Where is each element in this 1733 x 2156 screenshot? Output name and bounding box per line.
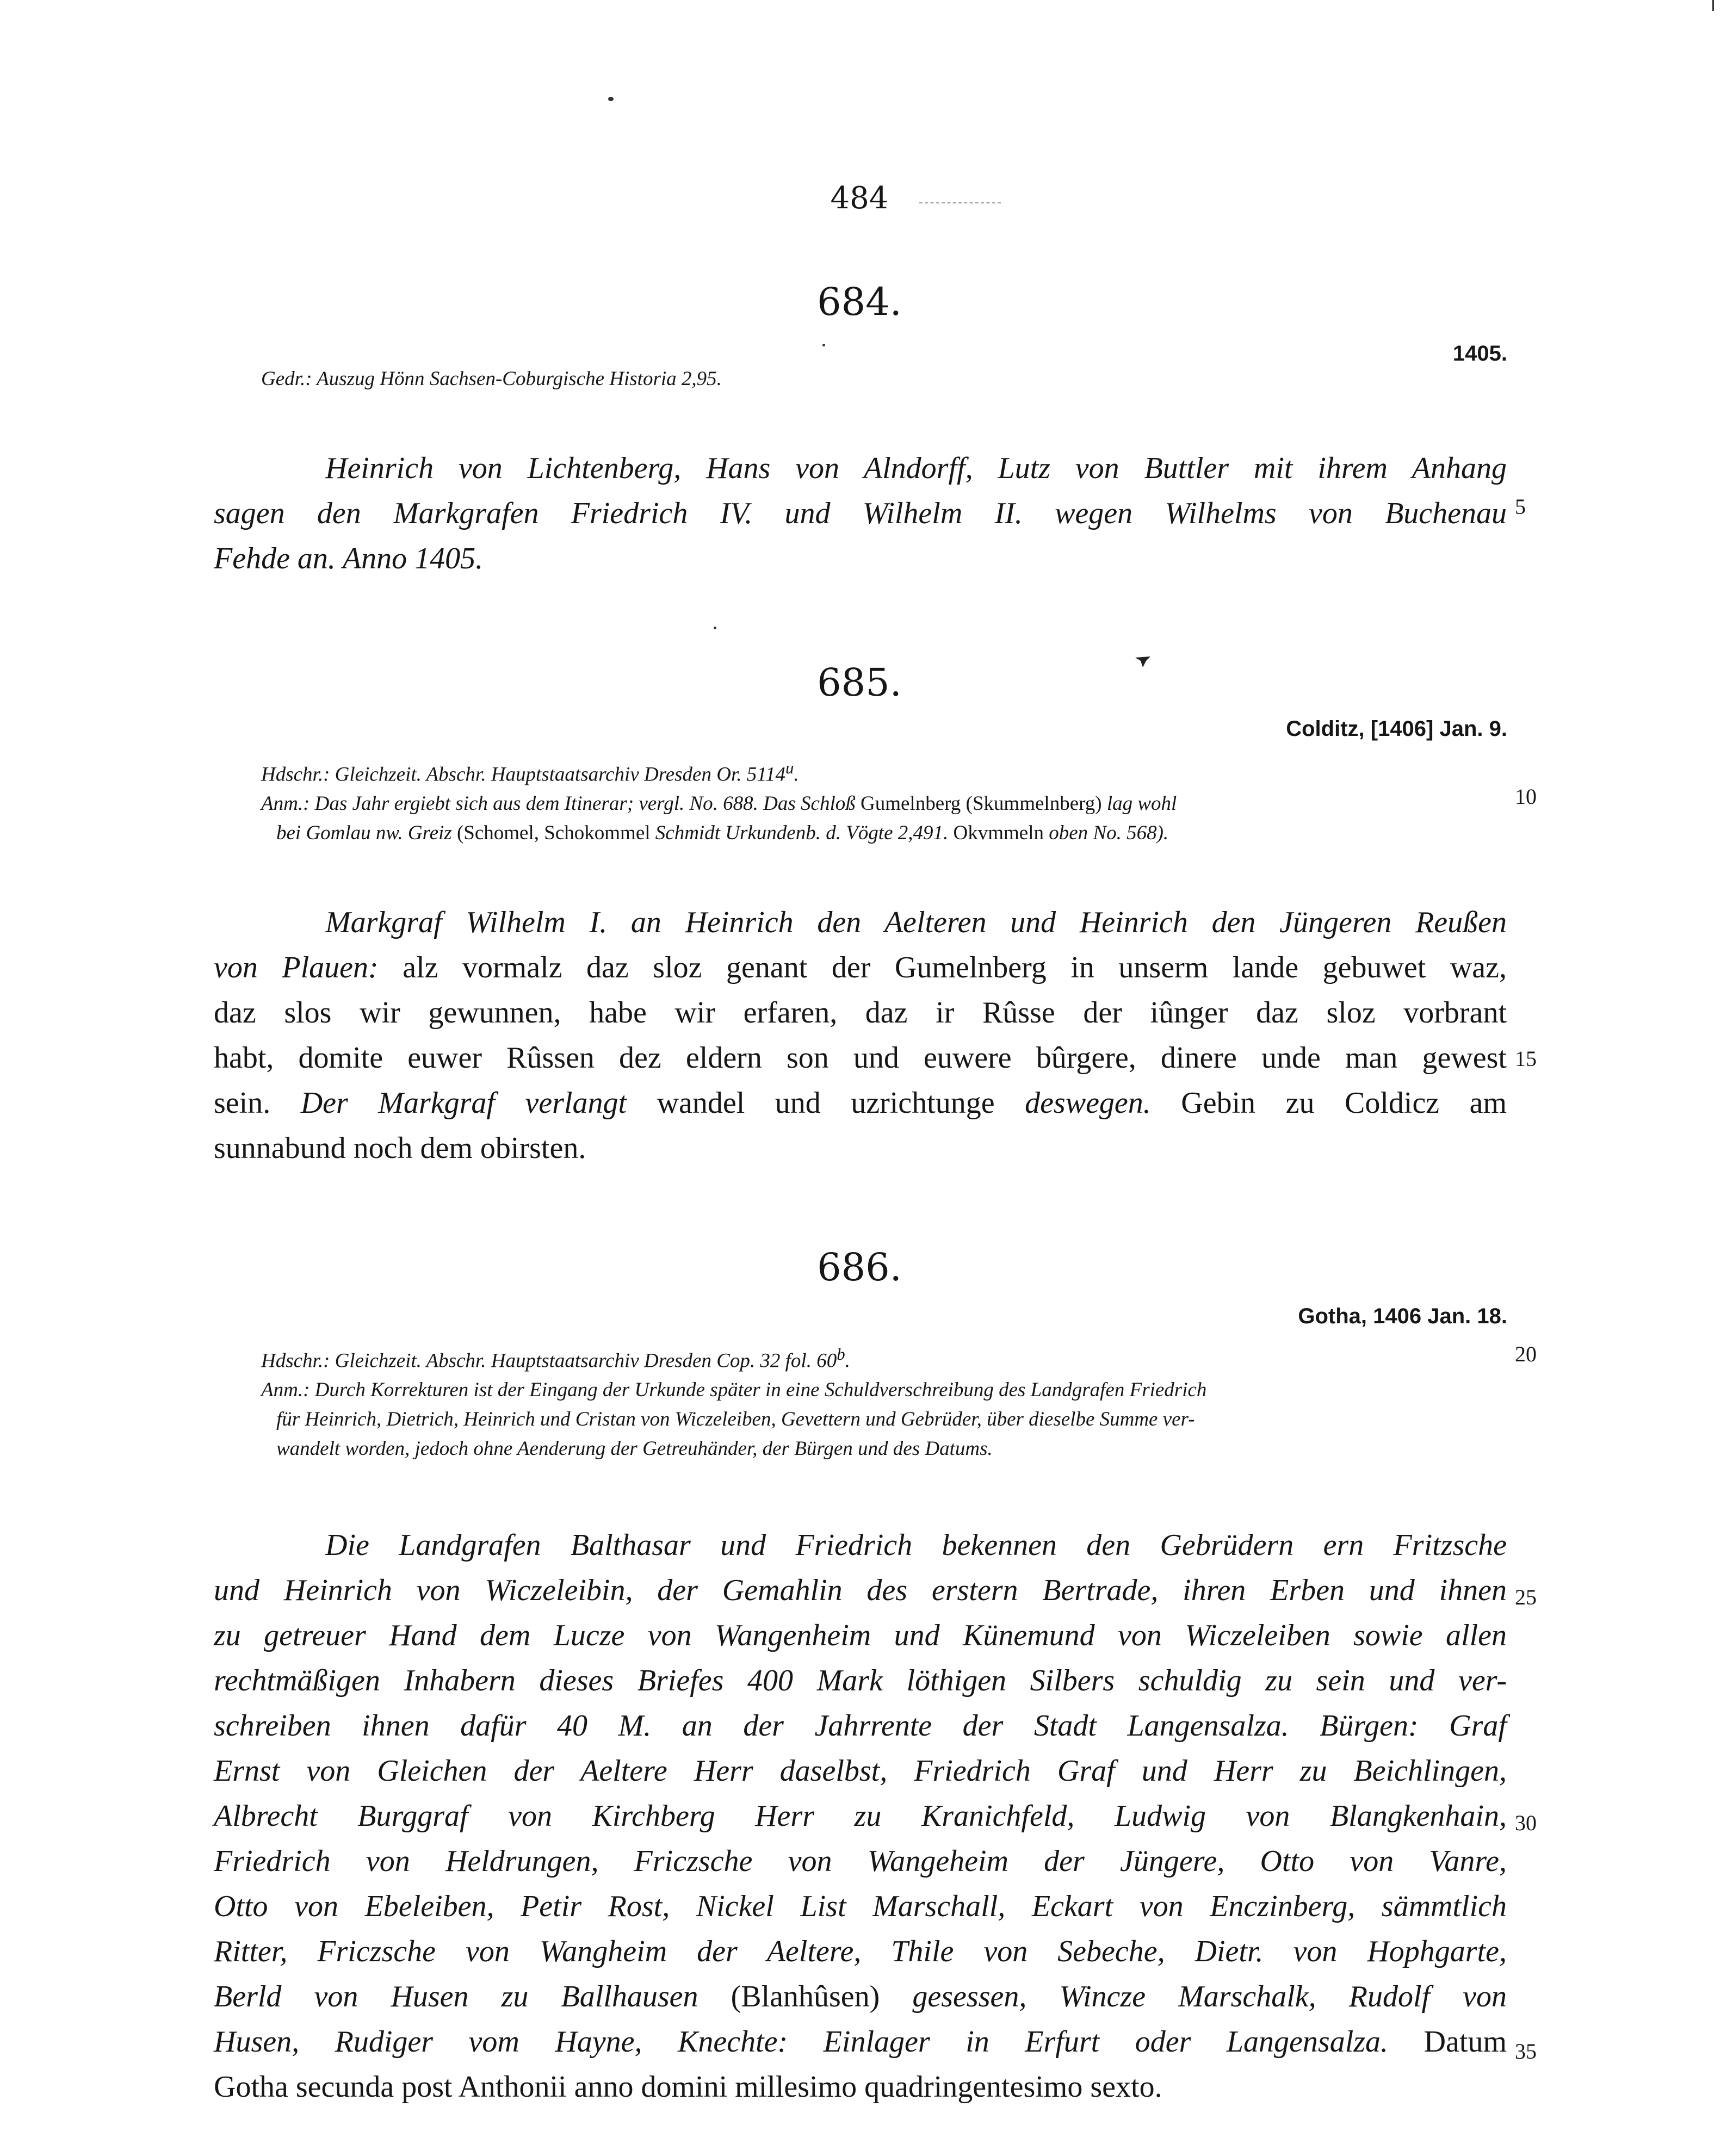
regest-roman: Datum xyxy=(1423,2025,1507,2059)
apparatus-line xyxy=(261,364,1507,394)
apparatus-line xyxy=(261,819,1507,848)
entry-686-number: 686. xyxy=(817,1245,902,1290)
apparatus-text: (Schomel, Schokommel xyxy=(456,822,651,845)
line-number: 35 xyxy=(1515,2039,1537,2064)
apparatus-label: Hdschr.: xyxy=(261,763,330,786)
line-number: 20 xyxy=(1515,1342,1537,1366)
regest-italic: von Plauen: xyxy=(214,951,379,984)
line-number: 15 xyxy=(1515,1046,1537,1071)
apparatus-label: Gedr.: xyxy=(261,368,312,390)
apparatus-line: für Heinrich, Dietrich, Heinrich und Cristan von Wiczeleiben, Gevettern und Gebrüder, über dieselbe Summe ver- xyxy=(276,1408,1195,1431)
regest-roman: alz vormalz daz sloz genant der Gumelnberg in unserm lande gebuwet waz, xyxy=(403,951,1507,984)
regest-line xyxy=(214,2019,1507,2065)
apparatus-text: Durch Korrekturen ist der Eingang der Urkunde später in eine Schuldverschreibung des Landgrafen Friedrich xyxy=(314,1379,1207,1402)
page-number: 484 xyxy=(830,181,889,216)
scan-speck xyxy=(608,97,614,101)
regest-line xyxy=(214,1081,1507,1126)
regest-line: habt, domite euwer Rûssen dez eldern son und euwere bûrgere, dinere unde man gewest xyxy=(214,1041,1507,1075)
regest-italic: deswegen. xyxy=(1025,1086,1151,1120)
apparatus-line xyxy=(261,789,1507,819)
apparatus-line: Hdschr.: Gleichzeit. Abschr. Hauptstaatsarchiv Dresden Or. 5114$^u$. xyxy=(261,759,799,786)
entry-684-number: 684. xyxy=(817,280,902,324)
regest-italic: Husen, Rudiger vom Hayne, Knechte: Einlager in Erfurt oder Langensalza. xyxy=(214,2025,1389,2059)
apparatus-text: Gumelnberg (Skummelnberg) xyxy=(861,792,1102,815)
superscript: b xyxy=(837,1345,845,1364)
header-rule xyxy=(919,202,1001,203)
entry-686-apparatus xyxy=(261,1340,1507,1464)
apparatus-text: Gleichzeit. Abschr. Hauptstaatsarchiv Dresden Or. 5114 xyxy=(335,763,785,786)
regest-line: sagen den Markgrafen Friedrich IV. und Wilhelm II. wegen Wilhelms von Buchenau xyxy=(214,497,1507,530)
line-number: 5 xyxy=(1515,494,1526,519)
entry-684-apparatus xyxy=(261,364,1507,394)
regest-roman: (Blanhûsen) xyxy=(731,1980,880,2013)
regest-roman: wandel und uzrichtunge xyxy=(657,1086,995,1120)
line-number: 10 xyxy=(1515,784,1537,809)
apparatus-text: oben No. 568). xyxy=(1049,822,1169,845)
apparatus-line: wandelt worden, jedoch ohne Aenderung der Getreuhänder, der Bürgen und des Datums. xyxy=(276,1438,993,1460)
regest-line: Albrecht Burggraf von Kirchberg Herr zu Kranichfeld, Ludwig von Blangkenhain, xyxy=(214,1799,1507,1833)
apparatus-text: Schmidt Urkundenb. d. Vögte 2,491. xyxy=(655,822,949,845)
entry-685-apparatus xyxy=(261,753,1507,848)
apparatus-text: Das Jahr ergiebt sich aus dem Itinerar; vergl. No. 688. Das Schloß xyxy=(314,792,856,815)
regest-line: daz slos wir gewunnen, habe wir erfaren, daz ir Rûsse der iûnger daz sloz vorbrant xyxy=(214,996,1507,1030)
regest-italic: Der Markgraf verlangt xyxy=(300,1086,627,1120)
line-number: 30 xyxy=(1515,1811,1537,1835)
entry-684-regest xyxy=(214,446,1507,581)
regest-italic: gesessen, Wincze Marschalk, Rudolf von xyxy=(912,1980,1507,2013)
regest-roman: sein. xyxy=(214,1086,271,1120)
regest-line: Gotha secunda post Anthonii anno domini millesimo quadringentesimo sexto. xyxy=(214,2070,1162,2104)
regest-line: rechtmäßigen Inhabern dieses Briefes 400 Mark löthigen Silbers schuldig zu sein und ver- xyxy=(214,1664,1507,1697)
apparatus-line xyxy=(261,1376,1507,1405)
entry-685-date: Colditz, [1406] Jan. 9. xyxy=(1286,717,1507,741)
entry-685-regest xyxy=(214,900,1507,1171)
superscript: u xyxy=(785,759,794,777)
apparatus-label: Anm.: xyxy=(261,1379,310,1402)
regest-roman: Gebin zu Coldicz am xyxy=(1181,1086,1507,1120)
scan-speck xyxy=(714,627,716,629)
regest-line: und Heinrich von Wiczeleibin, der Gemahlin des erstern Bertrade, ihren Erben und ihnen xyxy=(214,1573,1507,1607)
regest-line: schreiben ihnen dafür 40 M. an der Jahrrente der Stadt Langensalza. Bürgen: Graf xyxy=(214,1709,1507,1743)
scan-speck xyxy=(822,344,825,346)
entry-684-date: 1405. xyxy=(1452,342,1507,365)
regest-line: Ernst von Gleichen der Aeltere Herr daselbst, Friedrich Graf und Herr zu Beichlingen, xyxy=(214,1754,1507,1788)
regest-line xyxy=(214,945,1507,990)
regest-line: Friedrich von Heldrungen, Friczsche von Wangeheim der Jüngere, Otto von Vanre, xyxy=(214,1844,1507,1878)
regest-line: Ritter, Friczsche von Wangheim der Aeltere, Thile von Sebeche, Dietr. von Hophgarte, xyxy=(214,1935,1507,1968)
regest-line: Fehde an. Anno 1405. xyxy=(214,542,484,575)
apparatus-text: lag wohl xyxy=(1106,792,1177,815)
apparatus-label: Anm.: xyxy=(261,792,310,815)
regest-line: sunnabund noch dem obirsten. xyxy=(214,1131,586,1165)
apparatus-text: bei Gomlau nw. Greiz xyxy=(276,822,452,845)
line-number: 25 xyxy=(1515,1585,1537,1609)
entry-686-date: Gotha, 1406 Jan. 18. xyxy=(1298,1304,1507,1328)
regest-line: Die Landgrafen Balthasar und Friedrich bekennen den Gebrüdern ern Fritzsche xyxy=(325,1528,1507,1562)
regest-line xyxy=(214,1974,1507,2019)
apparatus-text: Auszug Hönn Sachsen-Coburgische Historia 2,95. xyxy=(317,368,722,390)
apparatus-text: Gleichzeit. Abschr. Hauptstaatsarchiv Dresden Cop. 32 fol. 60 xyxy=(335,1349,837,1372)
scan-mark xyxy=(1712,0,1714,11)
regest-line: Otto von Ebeleiben, Petir Rost, Nickel List Marschall, Eckart von Enczinberg, sämmtlich xyxy=(214,1889,1507,1923)
apparatus-label: Hdschr.: xyxy=(261,1349,330,1372)
apparatus-text: Okvmmeln xyxy=(953,822,1044,845)
regest-line: zu getreuer Hand dem Lucze von Wangenheim und Künemund von Wiczeleiben sowie allen xyxy=(214,1619,1507,1652)
apparatus-line: Hdschr.: Gleichzeit. Abschr. Hauptstaatsarchiv Dresden Cop. 32 fol. 60$^b$. xyxy=(261,1345,850,1372)
ornament-mark xyxy=(1134,655,1152,668)
entry-685-number: 685. xyxy=(817,660,902,705)
regest-line: Markgraf Wilhelm I. an Heinrich den Aelteren und Heinrich den Jüngeren Reußen xyxy=(325,906,1507,939)
regest-italic: Berld von Husen zu Ballhausen xyxy=(214,1980,698,2013)
entry-686-regest xyxy=(214,1523,1507,2110)
regest-line: Heinrich von Lichtenberg, Hans von Alndorff, Lutz von Buttler mit ihrem Anhang xyxy=(325,451,1507,485)
